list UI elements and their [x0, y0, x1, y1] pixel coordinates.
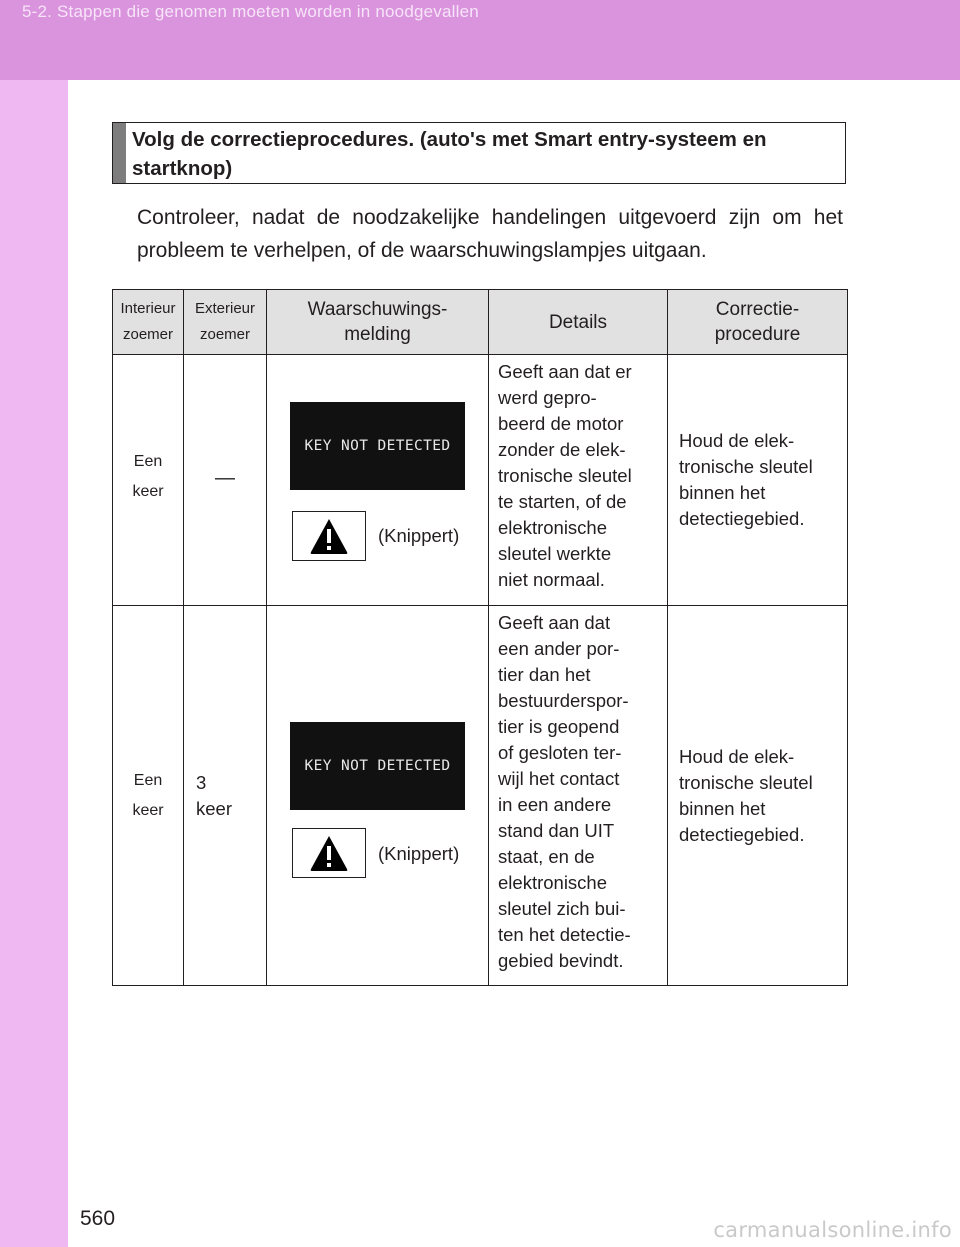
details-line: gebied bevindt.	[498, 950, 624, 971]
details-line: stand dan UIT	[498, 820, 615, 841]
warning-message-cell	[267, 355, 489, 606]
details-line: beerd de motor	[498, 413, 624, 434]
details-line: werd gepro-	[498, 387, 597, 408]
warning-message-cell	[267, 606, 489, 986]
correction-line: Houd de elek-	[679, 430, 795, 451]
correction-line: binnen het	[679, 797, 766, 819]
exterior-buzzer-cell	[184, 355, 267, 606]
correction-line: tronische sleutel	[679, 456, 813, 477]
header-text: procedure	[714, 324, 801, 345]
interior-buzzer-value: keer	[132, 801, 164, 819]
details-line: sleutel zich bui-	[498, 898, 626, 919]
details-line: een ander por-	[498, 638, 620, 659]
details-line: sleutel werkte	[498, 543, 612, 564]
intro-paragraph: Controleer, nadat de noodzakelijke handelingen uitgevoerd zijn om het probleem te verhelpen, of de waarschuwingslampjes uitgaan.	[137, 206, 843, 262]
warning-table	[112, 289, 848, 986]
details-line: elektronische	[498, 517, 608, 538]
master-warning-light	[292, 828, 366, 878]
chapter-header-band	[0, 0, 960, 80]
details-line: niet normaal.	[498, 569, 605, 590]
correction-line: tronische sleutel	[679, 771, 813, 793]
header-interior-buzzer	[113, 290, 184, 355]
interior-buzzer-value: Een	[133, 771, 163, 789]
details-line: te starten, of de	[498, 491, 627, 512]
header-text: melding	[344, 324, 411, 345]
multi-information-display	[290, 402, 465, 490]
header-exterior-buzzer	[184, 290, 267, 355]
warning-triangle-icon	[309, 834, 349, 872]
details-line: tier is geopend	[498, 716, 620, 737]
multi-information-display	[290, 722, 465, 810]
details-line: zonder de elek-	[498, 439, 626, 460]
side-margin-strip	[0, 80, 68, 1247]
details-line: Geeft aan dat	[498, 612, 611, 633]
blink-label: (Knippert)	[378, 525, 460, 546]
warning-triangle-icon	[309, 517, 349, 555]
details-cell	[489, 355, 668, 606]
header-details	[489, 290, 668, 355]
correction-line: Houd de elek-	[679, 745, 795, 767]
display-message: KEY NOT DETECTED	[304, 438, 451, 454]
header-text: zoemer	[199, 326, 251, 343]
header-warning-message	[267, 290, 489, 355]
watermark: carmanualsonline.info	[713, 1218, 952, 1242]
exterior-buzzer-value: —	[215, 467, 235, 489]
details-cell	[489, 606, 668, 986]
interior-buzzer-cell	[113, 355, 184, 606]
details-line: tronische sleutel	[498, 465, 632, 486]
chapter-title: 5-2. Stappen die genomen moeten worden in noodgevallen	[22, 2, 479, 21]
correction-line: detectiegebied.	[679, 823, 805, 845]
section-heading-box	[112, 122, 846, 184]
details-line: bestuurderspor-	[498, 690, 629, 711]
interior-buzzer-value: keer	[132, 483, 164, 500]
interior-buzzer-cell	[113, 606, 184, 986]
master-warning-light	[292, 511, 366, 561]
exterior-buzzer-value: 3	[196, 771, 207, 793]
correction-cell	[668, 355, 848, 606]
section-title: Volg de correctieprocedures. (auto's met Smart entry-systeem en startknop)	[132, 128, 767, 180]
table-row	[113, 355, 848, 606]
details-line: of gesloten ter-	[498, 742, 622, 763]
page-number: 560	[80, 1207, 116, 1230]
header-text: Waarschuwings-	[307, 299, 448, 320]
blink-label: (Knippert)	[378, 843, 460, 864]
exterior-buzzer-cell	[184, 606, 267, 986]
exterior-buzzer-value: keer	[196, 797, 232, 819]
display-message: KEY NOT DETECTED	[304, 758, 451, 774]
header-correction	[668, 290, 848, 355]
header-text: zoemer	[122, 326, 174, 343]
details-line: wijl het contact	[498, 768, 620, 789]
correction-line: binnen het	[679, 482, 766, 503]
details-line: tier dan het	[498, 664, 591, 685]
header-text: Exterieur	[194, 300, 256, 317]
header-text: Correctie-	[715, 299, 800, 320]
table-header-row	[113, 290, 848, 355]
header-text: Interieur	[120, 300, 176, 317]
section-heading-bar	[113, 123, 126, 183]
details-line: ten het detectie-	[498, 924, 631, 945]
interior-buzzer-value: Een	[133, 453, 163, 470]
details-line: Geeft aan dat er	[498, 361, 632, 382]
details-line: elektronische	[498, 872, 608, 893]
table-row	[113, 606, 848, 986]
header-text: Details	[548, 311, 608, 333]
details-line: staat, en de	[498, 846, 595, 867]
details-line: in een andere	[498, 794, 612, 815]
correction-cell	[668, 606, 848, 986]
correction-line: detectiegebied.	[679, 508, 805, 529]
